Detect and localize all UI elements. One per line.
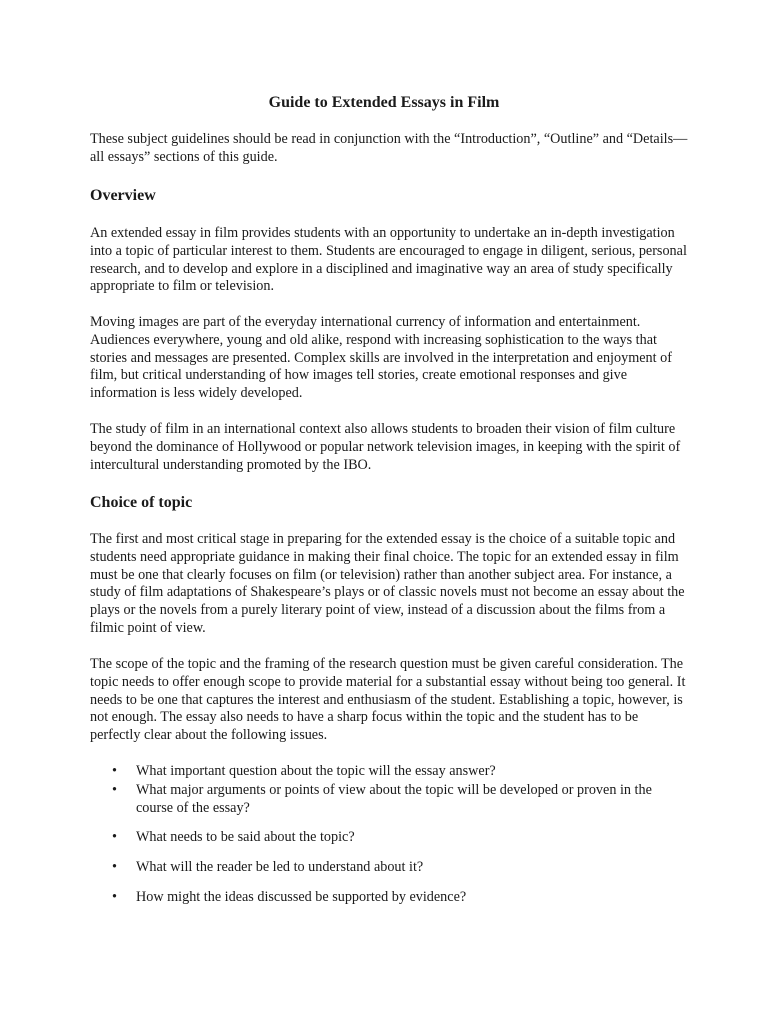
overview-paragraph-3: The study of film in an international context also allows students to broaden their vision of film culture beyond the dominance of Hollywood or popular network television images, in keeping with the spirit of intercultural understanding promoted by the IBO. xyxy=(90,421,681,473)
list-item xyxy=(110,782,670,818)
section-heading-overview: Overview xyxy=(90,187,156,204)
bullet-icon: • xyxy=(112,829,117,846)
list-item xyxy=(110,829,670,847)
list-item xyxy=(110,859,670,877)
choice-paragraph-1: The first and most critical stage in preparing for the extended essay is the choice of a suitable topic and students need appropriate guidance in making their final choice. The topic for an extended essay in film must be one that clearly focuses on film (or television) rather than another subject area. For instance, a study of film adaptations of Shakespeare’s plays or of classic novels must not become an essay about the plays or the novels from a purely literary point of view, instead of a discussion about the films from a filmic point of view. xyxy=(90,531,685,636)
bullet-icon: • xyxy=(112,781,117,798)
list-item-text: What will the reader be led to understand about it? xyxy=(136,859,424,876)
issues-bullet-list xyxy=(110,763,670,907)
list-item xyxy=(110,889,670,907)
list-item-text: How might the ideas discussed be supported by evidence? xyxy=(136,888,467,905)
list-item-text: What needs to be said about the topic? xyxy=(136,829,355,846)
overview-paragraph-2: Moving images are part of the everyday international currency of information and entertainment. Audiences everywhere, young and old alike, respond with increasing sophistication to the ways that stories and messages are presented. Complex skills are involved in the interpretation and enjoyment of film, but critical understanding of how images tell stories, create emotional responses and give information is less widely developed. xyxy=(90,314,672,402)
overview-paragraph-1: An extended essay in film provides students with an opportunity to undertake an in-depth investigation into a topic of particular interest to them. Students are encouraged to engage in diligent, serious, personal research, and to develop and explore in a disciplined and imaginative way an area of study specifically appropriate to film or television. xyxy=(90,225,687,295)
document-title: Guide to Extended Essays in Film xyxy=(268,94,500,111)
bullet-icon: • xyxy=(112,763,117,779)
intro-paragraph: These subject guidelines should be read in conjunction with the “Introduction”, “Outline” and “Details—all essays” sections of this guide. xyxy=(90,131,688,165)
section-heading-choice-of-topic: Choice of topic xyxy=(90,494,193,511)
list-item-text: What major arguments or points of view about the topic will be developed or proven in the course of the essay? xyxy=(136,781,652,816)
bullet-icon: • xyxy=(112,888,117,905)
list-item xyxy=(110,763,670,781)
list-item-text: What important question about the topic will the essay answer? xyxy=(136,763,496,779)
bullet-icon: • xyxy=(112,859,117,876)
choice-paragraph-2: The scope of the topic and the framing of the research question must be given careful consideration. The topic needs to offer enough scope to provide material for a substantial essay without being too general. It needs to be one that captures the interest and enthusiasm of the student. Establishing a topic, however, is not enough. The essay also needs to have a sharp focus within the topic and the student has to be perfectly clear about the following issues. xyxy=(90,656,686,744)
